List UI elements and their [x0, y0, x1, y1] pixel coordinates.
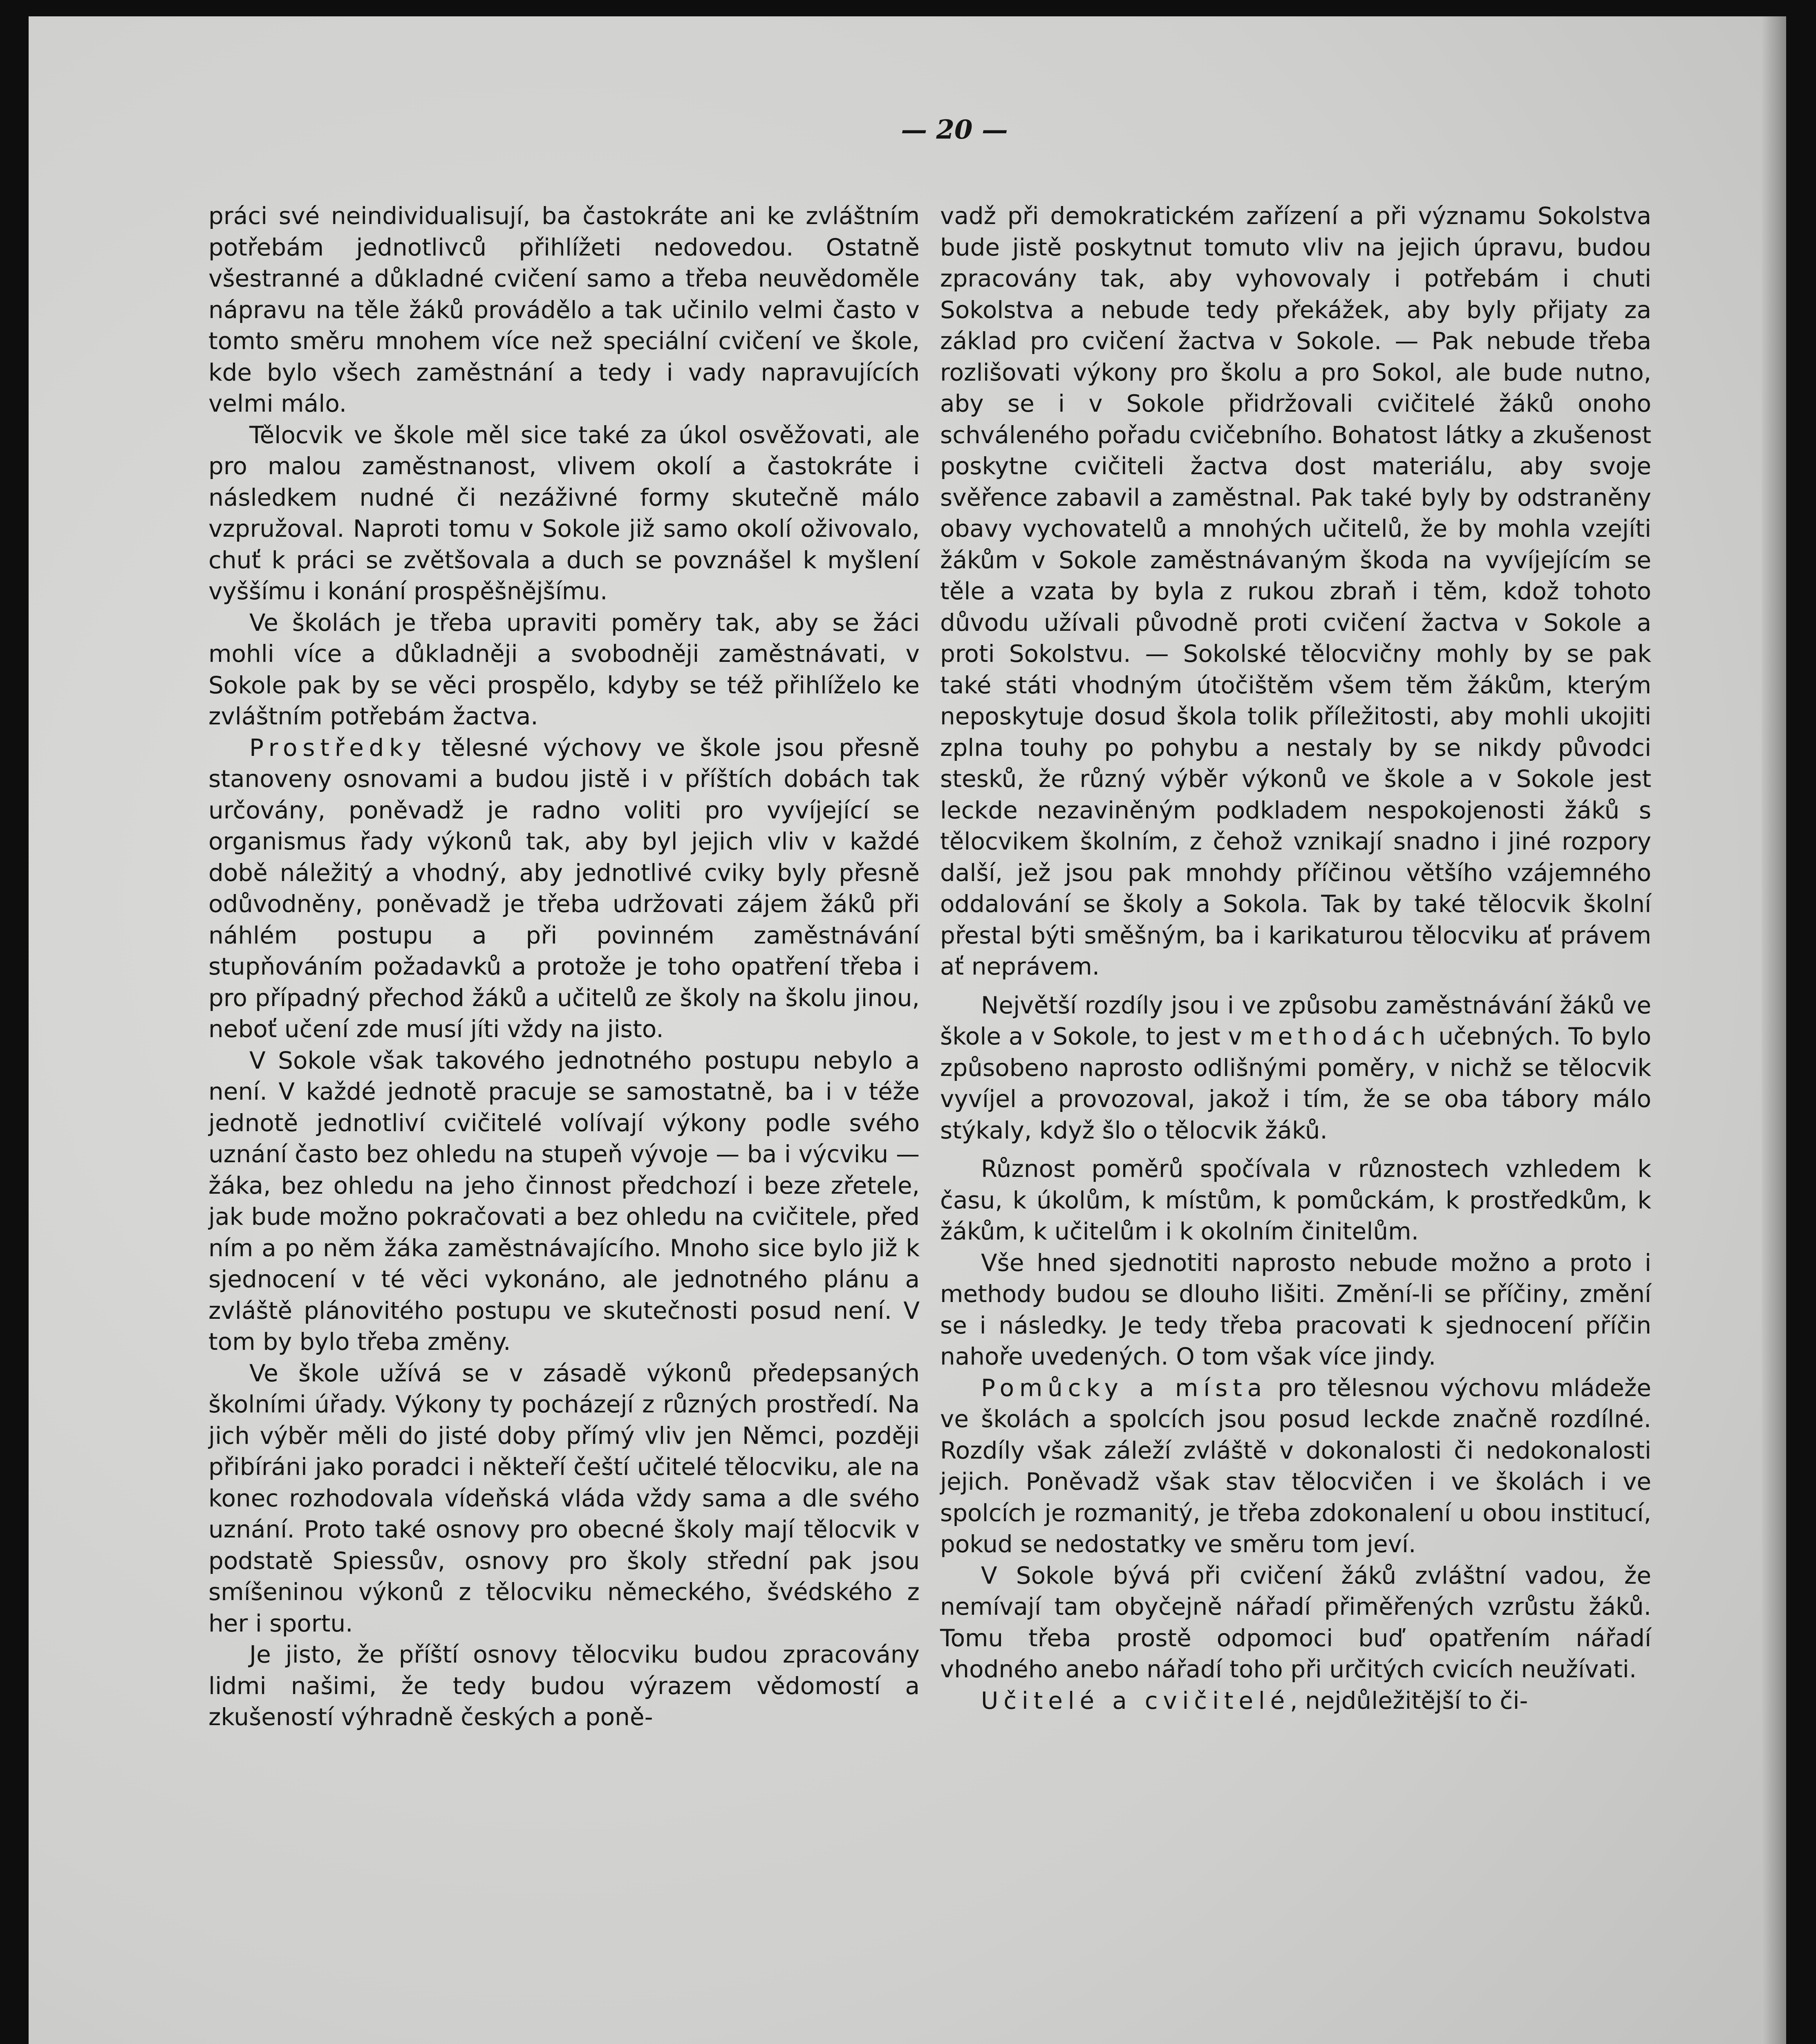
- paragraph: Učitelé a cvičitelé, nejdůležitější to či-: [981, 1686, 1528, 1715]
- paragraph: Pomůcky a místa pro tělesnou výchovu mládeže ve školách a spolcích jsou posud leckde značně rozdílné. Rozdíly však záleží zvláště v dokonalosti či nedokonalosti jejich. Poněvadž však stav tělocvičen i ve školách i ve spolcích je rozmanitý, je třeba zdokonalení u obou institucí, pokud se nedostatky ve směru tom jeví.: [940, 1374, 1651, 1558]
- paragraph: Tělocvik ve škole měl sice také za úkol osvěžovati, ale pro malou zaměstnanost, vlivem okolí a častokráte i následkem nudné či nezáživné formy skutečně málo vzpružoval. Naproti tomu v Sokole již samo okolí oživovalo, chuť k práci se zvětšovala a duch se povznášel k myšlení vyššímu i konání prospěšnějšímu.: [208, 421, 920, 605]
- paragraph: Vše hned sjednotiti naprosto nebude možno a proto i methody budou se dlouho lišiti. Změní-li se příčiny, změní se i následky. Je tedy třeba pracovati k sjednocení příčin nahoře uvedených. O tom však více jindy.: [940, 1248, 1651, 1370]
- paragraph: Prostředky tělesné výchovy ve škole jsou přesně stanoveny osnovami a budou jistě i v příštích dobách tak určovány, poněvadž je radno voliti pro vyvíjející se organismus řady výkonů tak, aby byl jejich vliv v každé době náležitý a vhodný, aby jednotlivé cviky byly přesně odůvodněny, poněvadž je třeba udržovati zájem žáků při náhlém postupu a při povinném zaměstnávání stupňováním požadavků a protože je toho opatření třeba i pro případný přechod žáků a učitelů ze školy na školu jinou, neboť učení zde musí jíti vždy na jisto.: [208, 733, 920, 1043]
- spaced-term: methodách: [1249, 1022, 1431, 1050]
- right-column: [940, 200, 1651, 1716]
- paragraph: Největší rozdíly jsou i ve způsobu zaměstnávání žáků ve škole a v Sokole, to jest v methodách učebných. To bylo způsobeno naprosto odlišnými poměry, v nichž se tělocvik vyvíjel a provozoval, jakož i tím, že se oba tábory málo stýkaly, když šlo o tělocvik žáků.: [940, 991, 1651, 1144]
- paragraph: V Sokole však takového jednotného postupu nebylo a není. V každé jednotě pracuje se samostatně, ba i v téže jednotě jednotliví cvičitelé volívají výkony podle svého uznání často bez ohledu na stupeň vývoje — ba i výcviku — žáka, bez ohledu na jeho činnost předchozí i beze zřetele, jak bude možno pokračovati a bez ohledu na cvičitele, před ním a po něm žáka zaměstnávajícího. Mnoho sice bylo již k sjednocení v té věci vykonáno, ale jednotného plánu a zvláště plánovitého postupu ve skutečnosti posud není. V tom by bylo třeba změny.: [208, 1046, 920, 1356]
- spaced-heading: Učitelé a cvičitelé: [981, 1686, 1290, 1715]
- page-edge-shadow: [1762, 16, 1786, 2044]
- paragraph: práci své neindividualisují, ba častokráte ani ke zvláštním potřebám jednotlivců přihlížeti nedovedou. Ostatně všestranné a důkladné cvičení samo a třeba neuvědoměle nápravu na těle žáků provádělo a tak učinilo velmi často v tomto směru mnohem více než speciální cvičení ve škole, kde bylo všech zaměstnání a tedy i vady napravujících velmi málo.: [208, 202, 920, 417]
- paragraph: Je jisto, že příští osnovy tělocviku budou zpracovány lidmi našimi, že tedy budou výrazem vědomostí a zkušeností výhradně českých a poně-: [208, 1641, 920, 1731]
- page-number: — 20 —: [901, 114, 1008, 145]
- paragraph: Ve školách je třeba upraviti poměry tak, aby se žáci mohli více a důkladněji a svobodněji zaměstnávati, v Sokole pak by se věci prospělo, kdyby se též přihlíželo ke zvláštním potřebám žactva.: [208, 608, 920, 730]
- paragraph: Ve škole užívá se v zásadě výkonů předepsaných školními úřady. Výkony ty pocházejí z různých prostředí. Na jich výběr měli do jisté doby přímý vliv jen Němci, později přibíráni jako poradci i někteří čeští učitelé tělocviku, ale na konec rozhodovala vídeňská vláda vždy sama a dle svého uznání. Proto také osnovy pro obecné školy mají tělocvik v podstatě Spiessův, osnovy pro školy střední pak jsou smíšeninou výkonů z tělocviku německého, švédského z her i sportu.: [208, 1359, 920, 1637]
- paragraph: V Sokole bývá při cvičení žáků zvláštní vadou, že nemívají tam obyčejně nářadí přiměřených vzrůstu žáků. Tomu třeba prostě odpomoci buď opatřením nářadí vhodného anebo nářadí toho při určitých cvicích neužívati.: [940, 1561, 1651, 1683]
- paragraph: Různost poměrů spočívala v různostech vzhledem k času, k úkolům, k místům, k pomůckám, k prostředkům, k žákům, k učitelům i k okolním činitelům.: [940, 1155, 1651, 1245]
- paragraph: vadž při demokratickém zařízení a při významu Sokolstva bude jistě poskytnut tomuto vliv na jejich úpravu, budou zpracovány tak, aby vyhovovaly i potřebám i chuti Sokolstva a nebude tedy překážek, aby byly přijaty za základ pro cvičení žactva v Sokole. — Pak nebude třeba rozlišovati výkony pro školu a pro Sokol, ale bude nutno, aby se i v Sokole přidržovali cvičitelé žáků onoho schváleného pořadu cvičebního. Bohatost látky a zkušenost poskytne cvičiteli žactva dost materiálu, aby svoje svěřence zabavil a zaměstnal. Pak také byly by odstraněny obavy vychovatelů a mnohých učitelů, že by mohla vzejíti žákům v Sokole zaměstnávaným škoda na vyvíjejícím se těle a vzata by byla z rukou zbraň i těm, kdož tohoto důvodu užívali původně proti cvičení žactva v Sokole a proti Sokolstvu. — Sokolské tělocvičny mohly by se pak také státi vhodným útočištěm všem těm žákům, kterým neposkytuje dosud škola tolik příležitosti, aby mohli ukojiti zplna touhy po pohybu a nestaly by se nikdy původci stesků, že různý výběr výkonů ve škole a v Sokole jest leckde nezaviněným podkladem nespokojenosti žáků s tělocvikem školním, z čehož vznikají snadno i jiné rozpory další, jež jsou pak mnohdy příčinou většího vzájemného oddalování se školy a Sokola. Tak by také tělocvik školní přestal býti směšným, ba i karikaturou tělocviku ať právem ať neprávem.: [940, 202, 1651, 980]
- left-column: [208, 200, 920, 1733]
- spaced-heading: Prostředky: [249, 733, 427, 762]
- spaced-heading: Pomůcky a místa: [981, 1374, 1267, 1402]
- scanned-page: [29, 16, 1786, 2044]
